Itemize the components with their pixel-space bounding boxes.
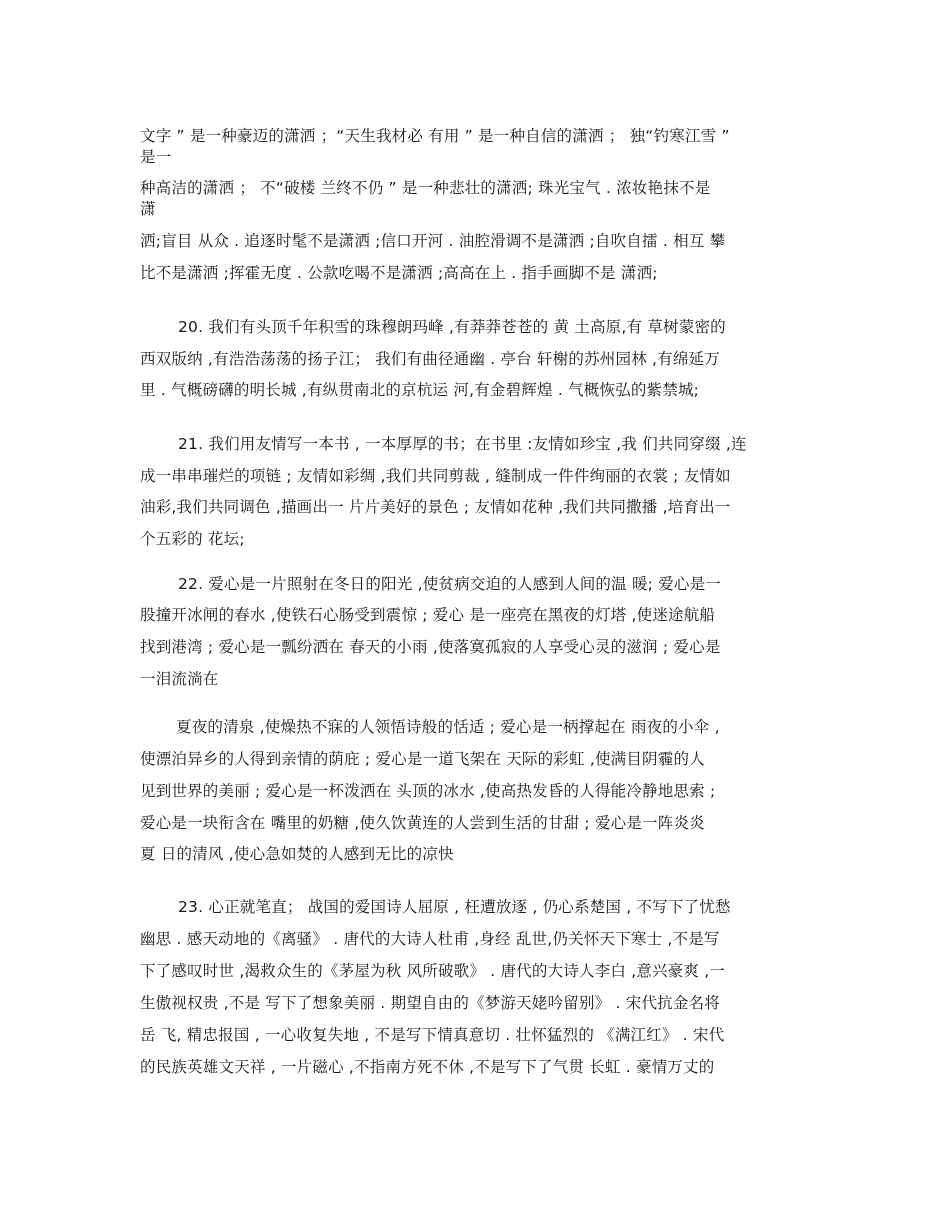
paragraph-23-line: 23. 心正就笔直； 战国的爱国诗人屈原 , 枉遭放逐 , 仍心系楚国 , 不写下了忧愁 xyxy=(178,898,731,916)
text-line: 是一 xyxy=(140,148,172,166)
paragraph-23-line: 生傲视权贵 ,不是 写下了想象美丽 . 期望自由的《梦游天姥吟留别》 . 宋代抗金名将 xyxy=(140,994,720,1012)
text-line: 潇 xyxy=(140,200,156,218)
paragraph-20-line: 里 . 气概磅礴的明长城 ,有纵贯南北的京杭运 河,有金碧辉煌 . 气概恢弘的紫禁城; xyxy=(140,381,700,399)
paragraph-22b-line: 爱心是一块衔含在 嘴里的奶糖 ,使久饮黄连的人尝到生活的甘甜 ; 爱心是一阵炎炎 xyxy=(140,814,705,832)
paragraph-22b-line: 夏夜的清泉 ,使燥热不寐的人领悟诗般的恬适 ; 爱心是一柄撑起在 雨夜的小伞 , xyxy=(176,718,720,736)
text-line: 洒;盲目 从众 . 追逐时髦不是潇洒 ;信口开河 . 油腔滑调不是潇洒 ;自吹自擂 . 相互 攀 xyxy=(140,232,726,250)
paragraph-21-line: 21. 我们用友情写一本书 , 一本厚厚的书；在书里 :友情如珍宝 ,我 们共同穿缀 ,连 xyxy=(178,435,747,453)
paragraph-22-line: 股撞开冰闸的春水 ,使铁石心肠受到震惊 ; 爱心 是一座亮在黑夜的灯塔 ,使迷途航船 xyxy=(140,606,716,624)
paragraph-21-line: 个五彩的 花坛; xyxy=(140,530,245,548)
paragraph-20-line: 20. 我们有头顶千年积雪的珠穆朗玛峰 ,有莽莽苍苍的 黄 土高原,有 草树蒙密的 xyxy=(178,318,726,336)
paragraph-21-line: 油彩,我们共同调色 ,描画出一 片片美好的景色 ; 友情如花种 ,我们共同撒播 ,培育出一 xyxy=(140,498,731,516)
text-line: 文字 ” 是一种豪迈的潇洒 ；“天生我材必 有用 ” 是一种自信的潇洒 ； 独“钓寒江雪 ” xyxy=(140,127,730,145)
paragraph-23-line: 下了感叹时世 ,渴救众生的《茅屋为秋 风所破歌》 . 唐代的大诗人李白 ,意兴豪爽 ,一 xyxy=(140,962,726,980)
paragraph-22b-line: 夏 日的清风 ,使心急如焚的人感到无比的凉快 xyxy=(140,845,454,863)
paragraph-20-line: 西双版纳 ,有浩浩荡荡的扬子江； 我们有曲径通幽 . 亭台 轩榭的苏州园林 ,有绵延万 xyxy=(140,350,720,368)
paragraph-22-line: 找到港湾 ; 爱心是一瓢纷洒在 春天的小雨 ,使落寞孤寂的人享受心灵的滋润 ; 爱心是 xyxy=(140,638,721,656)
paragraph-22b-line: 使漂泊异乡的人得到亲情的荫庇 ; 爱心是一道飞架在 天际的彩虹 ,使满目阴霾的人 xyxy=(140,750,705,768)
paragraph-21-line: 成一串串璀烂的项链 ; 友情如彩绸 ,我们共同剪裁 , 缝制成一件件绚丽的衣裳 ; 友情如 xyxy=(140,467,731,485)
paragraph-22b-line: 见到世界的美丽 ; 爱心是一杯泼洒在 头顶的冰水 ,使高热发昏的人得能冷静地思索 ; xyxy=(140,782,716,800)
text-line: 种高洁的潇洒 ； 不“破楼 兰终不仍 ” 是一种悲壮的潇洒; 珠光宝气 . 浓妆艳抹不是 xyxy=(140,179,711,197)
paragraph-22-line: 22. 爱心是一片照射在冬日的阳光 ,使贫病交迫的人感到人间的温 暖; 爱心是一 xyxy=(178,575,722,593)
paragraph-23-line: 幽思 . 感天动地的《离骚》 . 唐代的大诗人杜甫 ,身经 乱世,仍关怀天下寒士 ,不是写 xyxy=(140,930,720,948)
paragraph-23-line: 岳 飞, 精忠报国 , 一心收复失地 , 不是写下情真意切 . 壮怀猛烈的 《满江红》 . 宋代 xyxy=(140,1026,725,1044)
paragraph-22-line: 一泪流淌在 xyxy=(140,670,219,688)
text-line: 比不是潇洒 ;挥霍无度 . 公款吃喝不是潇洒 ;高高在上 . 指手画脚不是 潇洒; xyxy=(140,264,658,282)
paragraph-23-line: 的民族英雄文天祥 , 一片磁心 ,不指南方死不休 ,不是写下了气贯 长虹 . 豪情万丈的 xyxy=(140,1058,715,1076)
